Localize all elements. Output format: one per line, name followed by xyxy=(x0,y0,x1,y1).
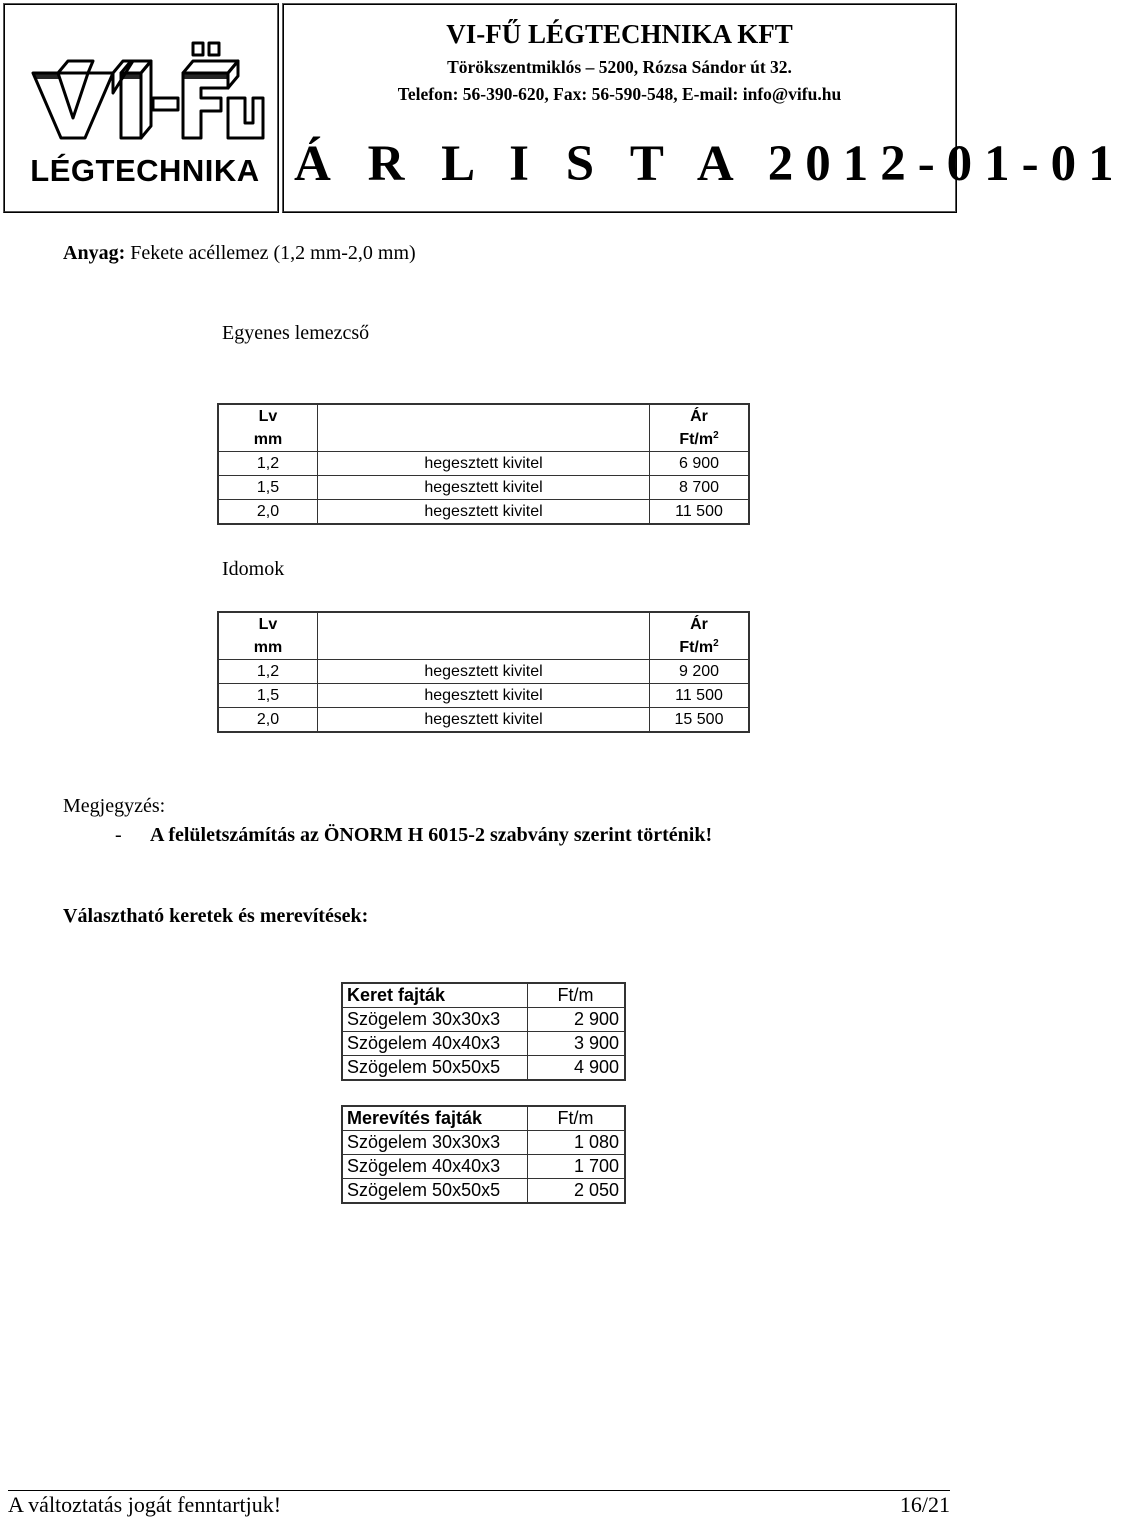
col-lv-unit: mm xyxy=(218,428,318,452)
note-label: Megjegyzés: xyxy=(63,795,166,817)
logo-wordmark: LÉGTECHNIKA xyxy=(30,153,260,188)
company-contact: Telefon: 56-390-620, Fax: 56-590-548, E-mail: info@vifu.hu xyxy=(397,84,842,104)
footer-divider xyxy=(8,1490,950,1491)
table-row: 2,0 hegesztett kivitel 15 500 xyxy=(218,708,749,733)
pricelist-title: Á R L I S T A 2012-01-01 xyxy=(294,136,1126,192)
material-label: Anyag: xyxy=(63,242,126,264)
logo-box xyxy=(3,3,279,213)
stiffeners-table xyxy=(341,1105,626,1204)
col-lv-header: Lv xyxy=(218,612,318,636)
table-unit-row xyxy=(218,428,749,452)
frames-table xyxy=(341,982,626,1081)
straight-duct-title: Egyenes lemezcső xyxy=(222,322,370,344)
table-row: 1,2 hegesztett kivitel 9 200 xyxy=(218,660,749,684)
table-row: Szögelem 50x50x5 4 900 xyxy=(342,1056,625,1081)
col-lv-header: Lv xyxy=(218,404,318,428)
table-row: Szögelem 40x40x3 3 900 xyxy=(342,1032,625,1056)
table-row: 1,5 hegesztett kivitel 8 700 xyxy=(218,476,749,500)
company-name: VI-FŰ LÉGTECHNIKA KFT xyxy=(446,19,793,49)
col-price-header: Ár xyxy=(650,404,750,428)
table-row: 2,0 hegesztett kivitel 11 500 xyxy=(218,500,749,525)
col-price-unit: $Ft/m^2$ xyxy=(650,428,750,452)
table-header-row: Keret fajták Ft/m xyxy=(342,983,625,1008)
table-row: Szögelem 40x40x3 1 700 xyxy=(342,1155,625,1179)
frames-section-title: Választható keretek és merevítések: xyxy=(63,905,369,927)
table-unit-row xyxy=(218,636,749,660)
table-row: Szögelem 30x30x3 1 080 xyxy=(342,1131,625,1155)
material-value: Fekete acéllemez (1,2 mm-2,0 mm) xyxy=(125,242,416,264)
col-price-header: Ár xyxy=(650,612,750,636)
table-header-row: Merevítés fajták Ft/m xyxy=(342,1106,625,1131)
page-header xyxy=(0,0,1126,218)
table-header-row xyxy=(218,612,749,636)
table-row: Szögelem 30x30x3 2 900 xyxy=(342,1008,625,1032)
note-text: A felületszámítás az ÖNORM H 6015-2 szabvány szerint történik! xyxy=(150,824,713,846)
company-logo xyxy=(13,13,273,148)
note-bullet: - xyxy=(115,824,122,846)
company-address: Törökszentmiklós – 5200, Rózsa Sándor út 32. xyxy=(447,57,792,77)
fittings-title: Idomok xyxy=(222,558,285,580)
material-line xyxy=(63,242,416,265)
company-info-box xyxy=(282,3,1126,213)
table-row: 1,5 hegesztett kivitel 11 500 xyxy=(218,684,749,708)
table-row: 1,2 hegesztett kivitel 6 900 xyxy=(218,452,749,476)
col-price-unit: $Ft/m^2$ xyxy=(650,636,750,660)
col-lv-unit: mm xyxy=(218,636,318,660)
straight-duct-table xyxy=(217,403,750,525)
page-number: 16/21 xyxy=(899,1492,950,1517)
fittings-table xyxy=(217,611,750,733)
table-header-row xyxy=(218,404,749,428)
table-row: Szögelem 50x50x5 2 050 xyxy=(342,1179,625,1204)
footer-disclaimer: A változtatás jogát fenntartjuk! xyxy=(8,1492,282,1517)
